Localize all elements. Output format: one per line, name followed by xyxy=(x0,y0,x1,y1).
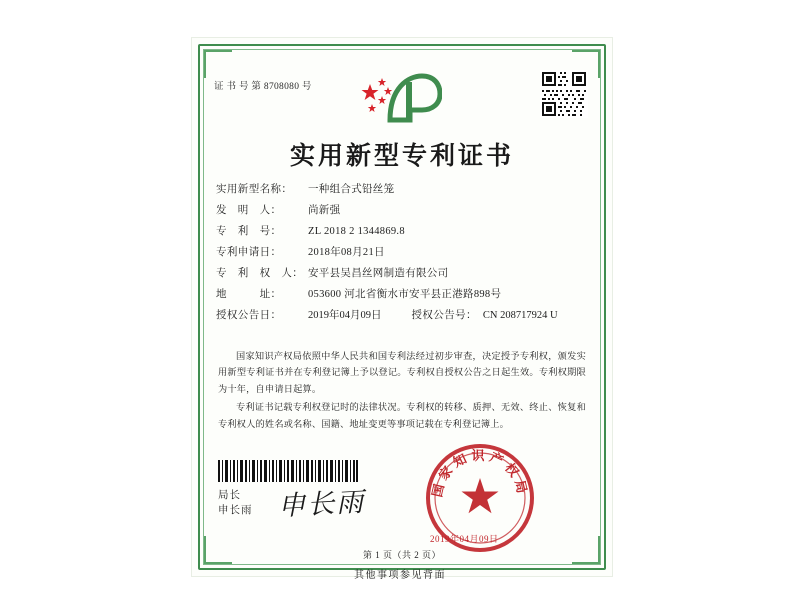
field-row-inventor xyxy=(216,205,588,217)
field-value-application-date: 2018年08月21日 xyxy=(308,247,385,259)
field-label-grant-date: 授权公告日： xyxy=(216,310,282,322)
field-value-publication-number: CN 208717924 U xyxy=(482,310,558,322)
field-value-grant-date: 2019年04月09日 xyxy=(308,310,382,322)
field-row-name xyxy=(216,184,588,196)
certificate-number: 证 书 号 第 8708080 号 xyxy=(214,82,312,92)
field-row-address xyxy=(216,289,588,301)
field-label-inventor: 发 明 人： xyxy=(216,205,282,217)
field-row-application-date xyxy=(216,247,588,259)
legal-paragraph-1: 国家知识产权局依照中华人民共和国专利法经过初步审查，决定授予专利权，颁发实用新型专利证书并在专利登记簿上予以登记。专利权自授权公告之日起生效。专利权期限为十年，自申请日起算。 xyxy=(218,351,586,394)
field-label-patentee: 专 利 权 人： xyxy=(216,268,304,280)
field-value-patent-number: ZL 2018 2 1344869.8 xyxy=(308,226,405,238)
footnote-text: 其他事项参见背面 xyxy=(354,570,446,581)
field-value-utility-model-name: 一种组合式铅丝笼 xyxy=(308,184,395,195)
field-row-patent-number xyxy=(216,226,588,238)
barcode-icon xyxy=(218,460,358,482)
qr-code-icon xyxy=(540,70,588,118)
field-label-patent-number: 专 利 号： xyxy=(216,226,282,238)
field-value-inventor: 尚新强 xyxy=(308,205,341,217)
signature-name: 申长雨 xyxy=(218,505,253,517)
seal-date: 2019年04月09日 xyxy=(430,534,499,544)
patent-certificate xyxy=(192,38,612,576)
field-label-publication-number: 授权公告号： xyxy=(411,310,477,322)
handwritten-signature: 申长雨 xyxy=(277,486,366,523)
corner-ornament-top-left xyxy=(204,50,232,78)
field-label-address: 地 址： xyxy=(216,289,282,301)
field-row-grant-announcement xyxy=(216,310,588,322)
field-value-address: 053600 河北省衡水市安平县正港路898号 xyxy=(308,289,502,301)
signature-role: 局长 xyxy=(218,490,241,501)
page-title: 实用新型专利证书 xyxy=(289,143,514,170)
field-row-patentee xyxy=(216,268,588,280)
legal-paragraph-2: 专利证书记载专利权登记时的法律状况。专利权的转移、质押、无效、终止、恢复和专利权人的姓名或名称、国籍、地址变更等事项记载在专利登记簿上。 xyxy=(218,402,586,429)
field-value-patentee: 安平县吴昌丝网制造有限公司 xyxy=(308,268,449,280)
field-label-application-date: 专利申请日： xyxy=(216,247,282,259)
signature-block xyxy=(218,488,253,518)
page-number: 第 1 页（共 2 页） xyxy=(362,550,441,560)
patent-fields xyxy=(216,184,588,331)
legal-body-text xyxy=(218,348,586,434)
svg-text:国家知识产权局: 国家知识产权局 xyxy=(429,448,531,499)
field-label-utility-model-name: 实用新型名称： xyxy=(216,184,293,195)
cnipa-logo-icon xyxy=(360,70,442,128)
